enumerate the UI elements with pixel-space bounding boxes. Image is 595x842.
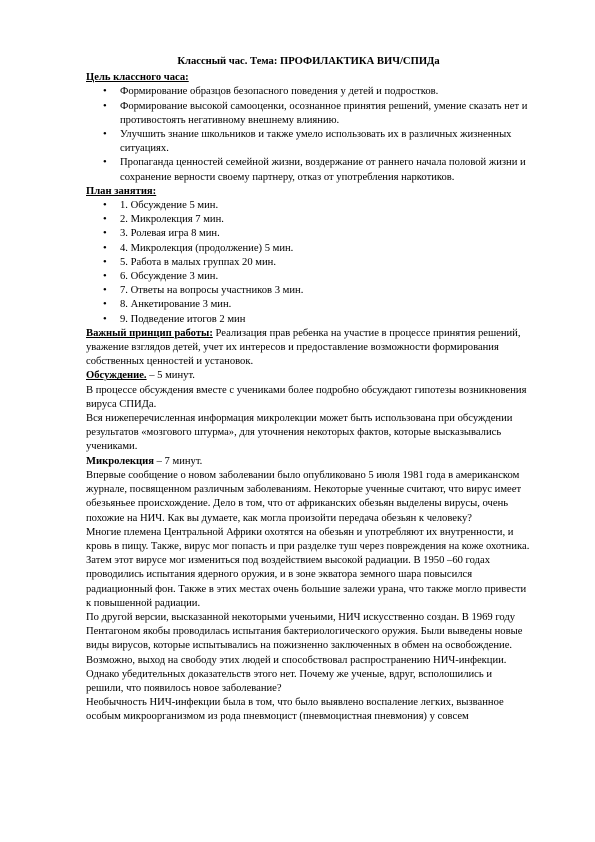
principle-heading: Важный принцип работы: <box>86 327 213 339</box>
bullet-icon: • <box>103 129 107 141</box>
list-item <box>86 270 531 284</box>
bullet-icon: • <box>103 228 107 240</box>
list-item <box>86 284 531 298</box>
plan-heading: План занятия: <box>86 185 157 197</box>
list-item-text: 1. Обсуждение 5 мин. <box>120 200 219 212</box>
bullet-icon: • <box>103 256 107 268</box>
bullet-icon: • <box>103 100 107 112</box>
plan-list <box>86 199 531 327</box>
list-item-text: Формирование высокой самооценки, осознанное принятия решений, умение сказать нет и противостоять негативному внешнему влиянию. <box>120 100 528 126</box>
discussion-heading: Обсуждение. <box>86 370 147 382</box>
list-item-text: 7. Ответы на вопросы участников 3 мин. <box>120 285 304 297</box>
list-item <box>86 199 531 213</box>
discussion-paragraph: Вся нижеперечисленная информация микролекции может быть использована при обсуждении результатов «мозгового штурма», для уточнения некоторых фактов, которые высказывались учениками. <box>86 413 513 453</box>
bullet-icon: • <box>103 200 107 212</box>
discussion-paragraph: В процессе обсуждения вместе с учениками более подробно обсуждают гипотезы возникновения вируса СПИДа. <box>86 384 527 410</box>
principle-paragraph <box>86 327 531 370</box>
discussion-duration: – 5 минут. <box>146 370 195 382</box>
lecture-heading-line <box>86 455 531 469</box>
bullet-icon: • <box>103 285 107 297</box>
list-item-text: 4. Микролекция (продолжение) 5 мин. <box>120 242 294 254</box>
list-item <box>86 313 531 327</box>
lecture-heading: Микролекция <box>86 455 154 467</box>
list-item-text: Формирование образцов безопасного поведения у детей и подростков. <box>120 86 439 98</box>
page-title: Классный час. Тема: ПРОФИЛАКТИКА ВИЧ/СПИДа <box>177 56 440 67</box>
list-item-text: 8. Анкетирование 3 мин. <box>120 299 232 311</box>
lecture-paragraph: Впервые сообщение о новом заболевании было опубликовано 5 июля 1981 года в американском журнале, посвященном различным заболеваниям. Некоторые ученные считают, что вирус имеет обезьяньее происхождение. Дело в том, что от африканских обезьян выделены вирусы, очень похожие на НИЧ. Как вы думаете, как могла произойти передача обезьян к человеку? <box>86 469 522 524</box>
bullet-icon: • <box>103 271 107 283</box>
list-item-text: 9. Подведение итогов 2 мин <box>120 313 246 325</box>
list-item <box>86 227 531 241</box>
bullet-icon: • <box>103 242 107 254</box>
list-item-text: 2. Микролекция 7 мин. <box>120 214 224 226</box>
list-item-text: 6. Обсуждение 3 мин. <box>120 271 219 283</box>
list-item <box>86 128 531 156</box>
lecture-paragraph: Многие племена Центральной Африки охотятся на обезьян и употребляют их внутренности, и кровь в пищу. Также, вирус мог попасть и при разделке туш через повреждения на коже охотника. <box>86 526 530 552</box>
lecture-paragraph: По другой версии, высказанной некоторыми ученьими, НИЧ искусственно создан. В 1969 году Пентагоном якобы проводилась испытания бактериологического оружия. Были выведены новые виды вирусов, которые испытывались на пожизненно заключенных в обмен на освобождение. Возможно, выход на свободу этих людей и способствовал распространению НИЧ-инфекции. Однако убедительных доказательств этого нет. Почему же ученые, вдруг, всполошились и решили, что появилось новое заболевание? <box>86 611 523 694</box>
list-item <box>86 100 531 128</box>
bullet-icon: • <box>103 86 107 98</box>
list-item-text: 3. Ролевая игра 8 мин. <box>120 228 220 240</box>
lecture-paragraph: Необычность НИЧ-инфекции была в том, что было выявлено воспаление легких, вызванное особым микроорганизмом из рода пневмоцист (пневмоцистная пневмония) у совсем <box>86 697 504 723</box>
bullet-icon: • <box>103 299 107 311</box>
list-item <box>86 256 531 270</box>
list-item <box>86 156 531 184</box>
lecture-paragraph: Затем этот вирусе мог измениться под воздействием высокой радиации. В 1950 –60 годах проводились испытания ядерного оружия, и в зоне экватора земного шара повысился радиационный фон. Также в этих местах очень большие залежи урана, что также могло привести к повышенной радиации. <box>86 555 527 609</box>
bullet-icon: • <box>103 214 107 226</box>
list-item <box>86 213 531 227</box>
principle-text: Реализация прав ребенка на участие в процессе принятия решений, уважение взглядов детей, учет их интересов и предоставление возможности формирования собственных ценностей и установок. <box>86 327 521 368</box>
lecture-duration: – 7 минут. <box>153 455 203 467</box>
document-body <box>86 55 531 725</box>
goal-list <box>86 85 531 184</box>
list-item-text: 5. Работа в малых группах 20 мин. <box>120 256 276 268</box>
list-item <box>86 298 531 312</box>
list-item <box>86 242 531 256</box>
bullet-icon: • <box>103 157 107 169</box>
bullet-icon: • <box>103 313 107 325</box>
list-item <box>86 85 531 99</box>
list-item-text: Пропаганда ценностей семейной жизни, воздержание от раннего начала половой жизни и сохранение верности своему партнеру, отказ от употребления наркотиков. <box>120 157 526 183</box>
list-item-text: Улучшить знание школьников и также умело использовать их в различных жизненных ситуациях. <box>120 129 512 155</box>
goal-heading: Цель классного часа: <box>86 72 189 84</box>
discussion-heading-line <box>86 369 531 383</box>
